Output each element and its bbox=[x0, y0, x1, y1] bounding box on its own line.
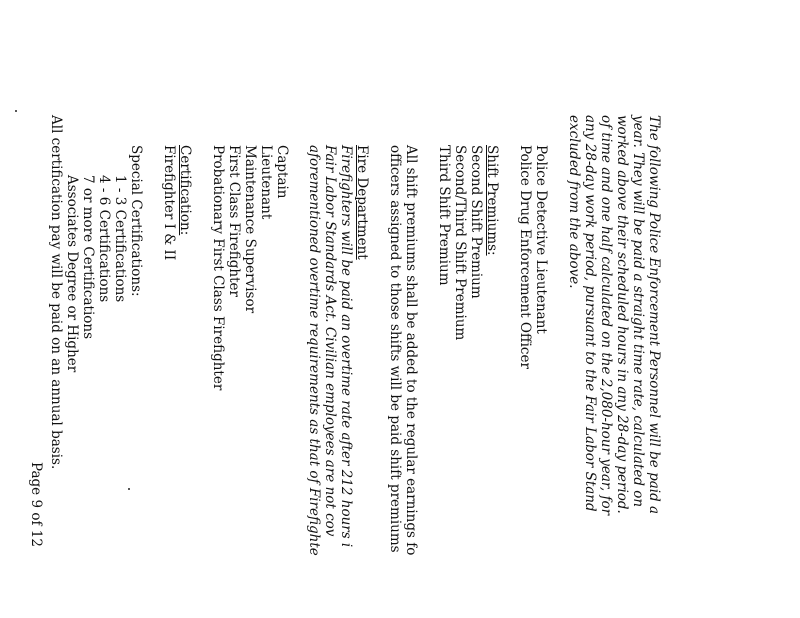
fire-position-5: Probationary First Class Firefighter bbox=[210, 145, 226, 391]
police-overtime-line-6: excluded from the above. bbox=[566, 115, 582, 289]
fire-department-line-3: aforementioned overtime requirements as that of Firefighte bbox=[306, 145, 322, 556]
special-certifications-heading: Special Certifications: bbox=[128, 145, 144, 297]
police-overtime-line-4: of time and one half calculated on the 2,080-hour year, for bbox=[598, 115, 614, 516]
special-certification-item-4: Associates Degree or Higher bbox=[64, 175, 80, 373]
special-certification-item-2: 4 - 6 Certifications bbox=[96, 175, 112, 303]
shift-premium-item-2: Second/Third Shift Premium bbox=[452, 145, 468, 341]
fire-position-3: Maintenance Supervisor bbox=[242, 145, 258, 314]
police-position-1: Police Detective Lieutenant bbox=[533, 145, 549, 334]
police-overtime-line-5: any 28-day work period, pursuant to the Fair Labor Stand bbox=[582, 115, 598, 512]
certification-item: Firefighter I & II bbox=[161, 145, 177, 261]
shift-premiums-heading: Shift Premiums: bbox=[484, 145, 500, 256]
special-certification-item-3: 7 or more Certifications bbox=[80, 175, 96, 340]
certification-pay-note: All certification pay will be paid on an annual basis. bbox=[48, 115, 64, 470]
page-number: Page 9 of 12 bbox=[28, 462, 44, 547]
fire-department-heading: Fire Department bbox=[354, 145, 370, 260]
fire-position-2: Lieutenant bbox=[258, 145, 274, 220]
shift-note-line-1: All shift premiums shall be added to the regular earnings fo bbox=[403, 145, 419, 556]
scan-speck bbox=[15, 110, 17, 112]
police-position-2: Police Drug Enforcement Officer bbox=[517, 145, 533, 369]
fire-department-line-2: Fair Labor Standards Act. Civilian employees are not cov bbox=[322, 145, 338, 537]
certification-heading: Certification: bbox=[177, 145, 193, 236]
special-certification-item-1: 1 - 3 Certifications bbox=[112, 175, 128, 303]
shift-note-line-2: officers assigned to those shifts will be paid shift premiums bbox=[387, 145, 403, 553]
police-overtime-line-2: year. They will be paid a straight time rate, calculated on bbox=[630, 115, 646, 508]
shift-premium-item-3: Third Shift Premium bbox=[436, 145, 452, 286]
police-overtime-line-3: worked above their scheduled hours in any 28-day period. bbox=[614, 115, 630, 514]
fire-position-1: Captain bbox=[274, 145, 290, 199]
shift-premium-item-1: Second Shift Premium bbox=[468, 145, 484, 299]
scan-speck bbox=[128, 488, 130, 490]
fire-department-line-1: Firefighters will be paid an overtime rate after 212 hours i bbox=[338, 145, 354, 548]
police-overtime-line-1: The following Police Enforcement Personnel will be paid a bbox=[646, 115, 662, 515]
fire-position-4: First Class Firefighter bbox=[226, 145, 242, 297]
